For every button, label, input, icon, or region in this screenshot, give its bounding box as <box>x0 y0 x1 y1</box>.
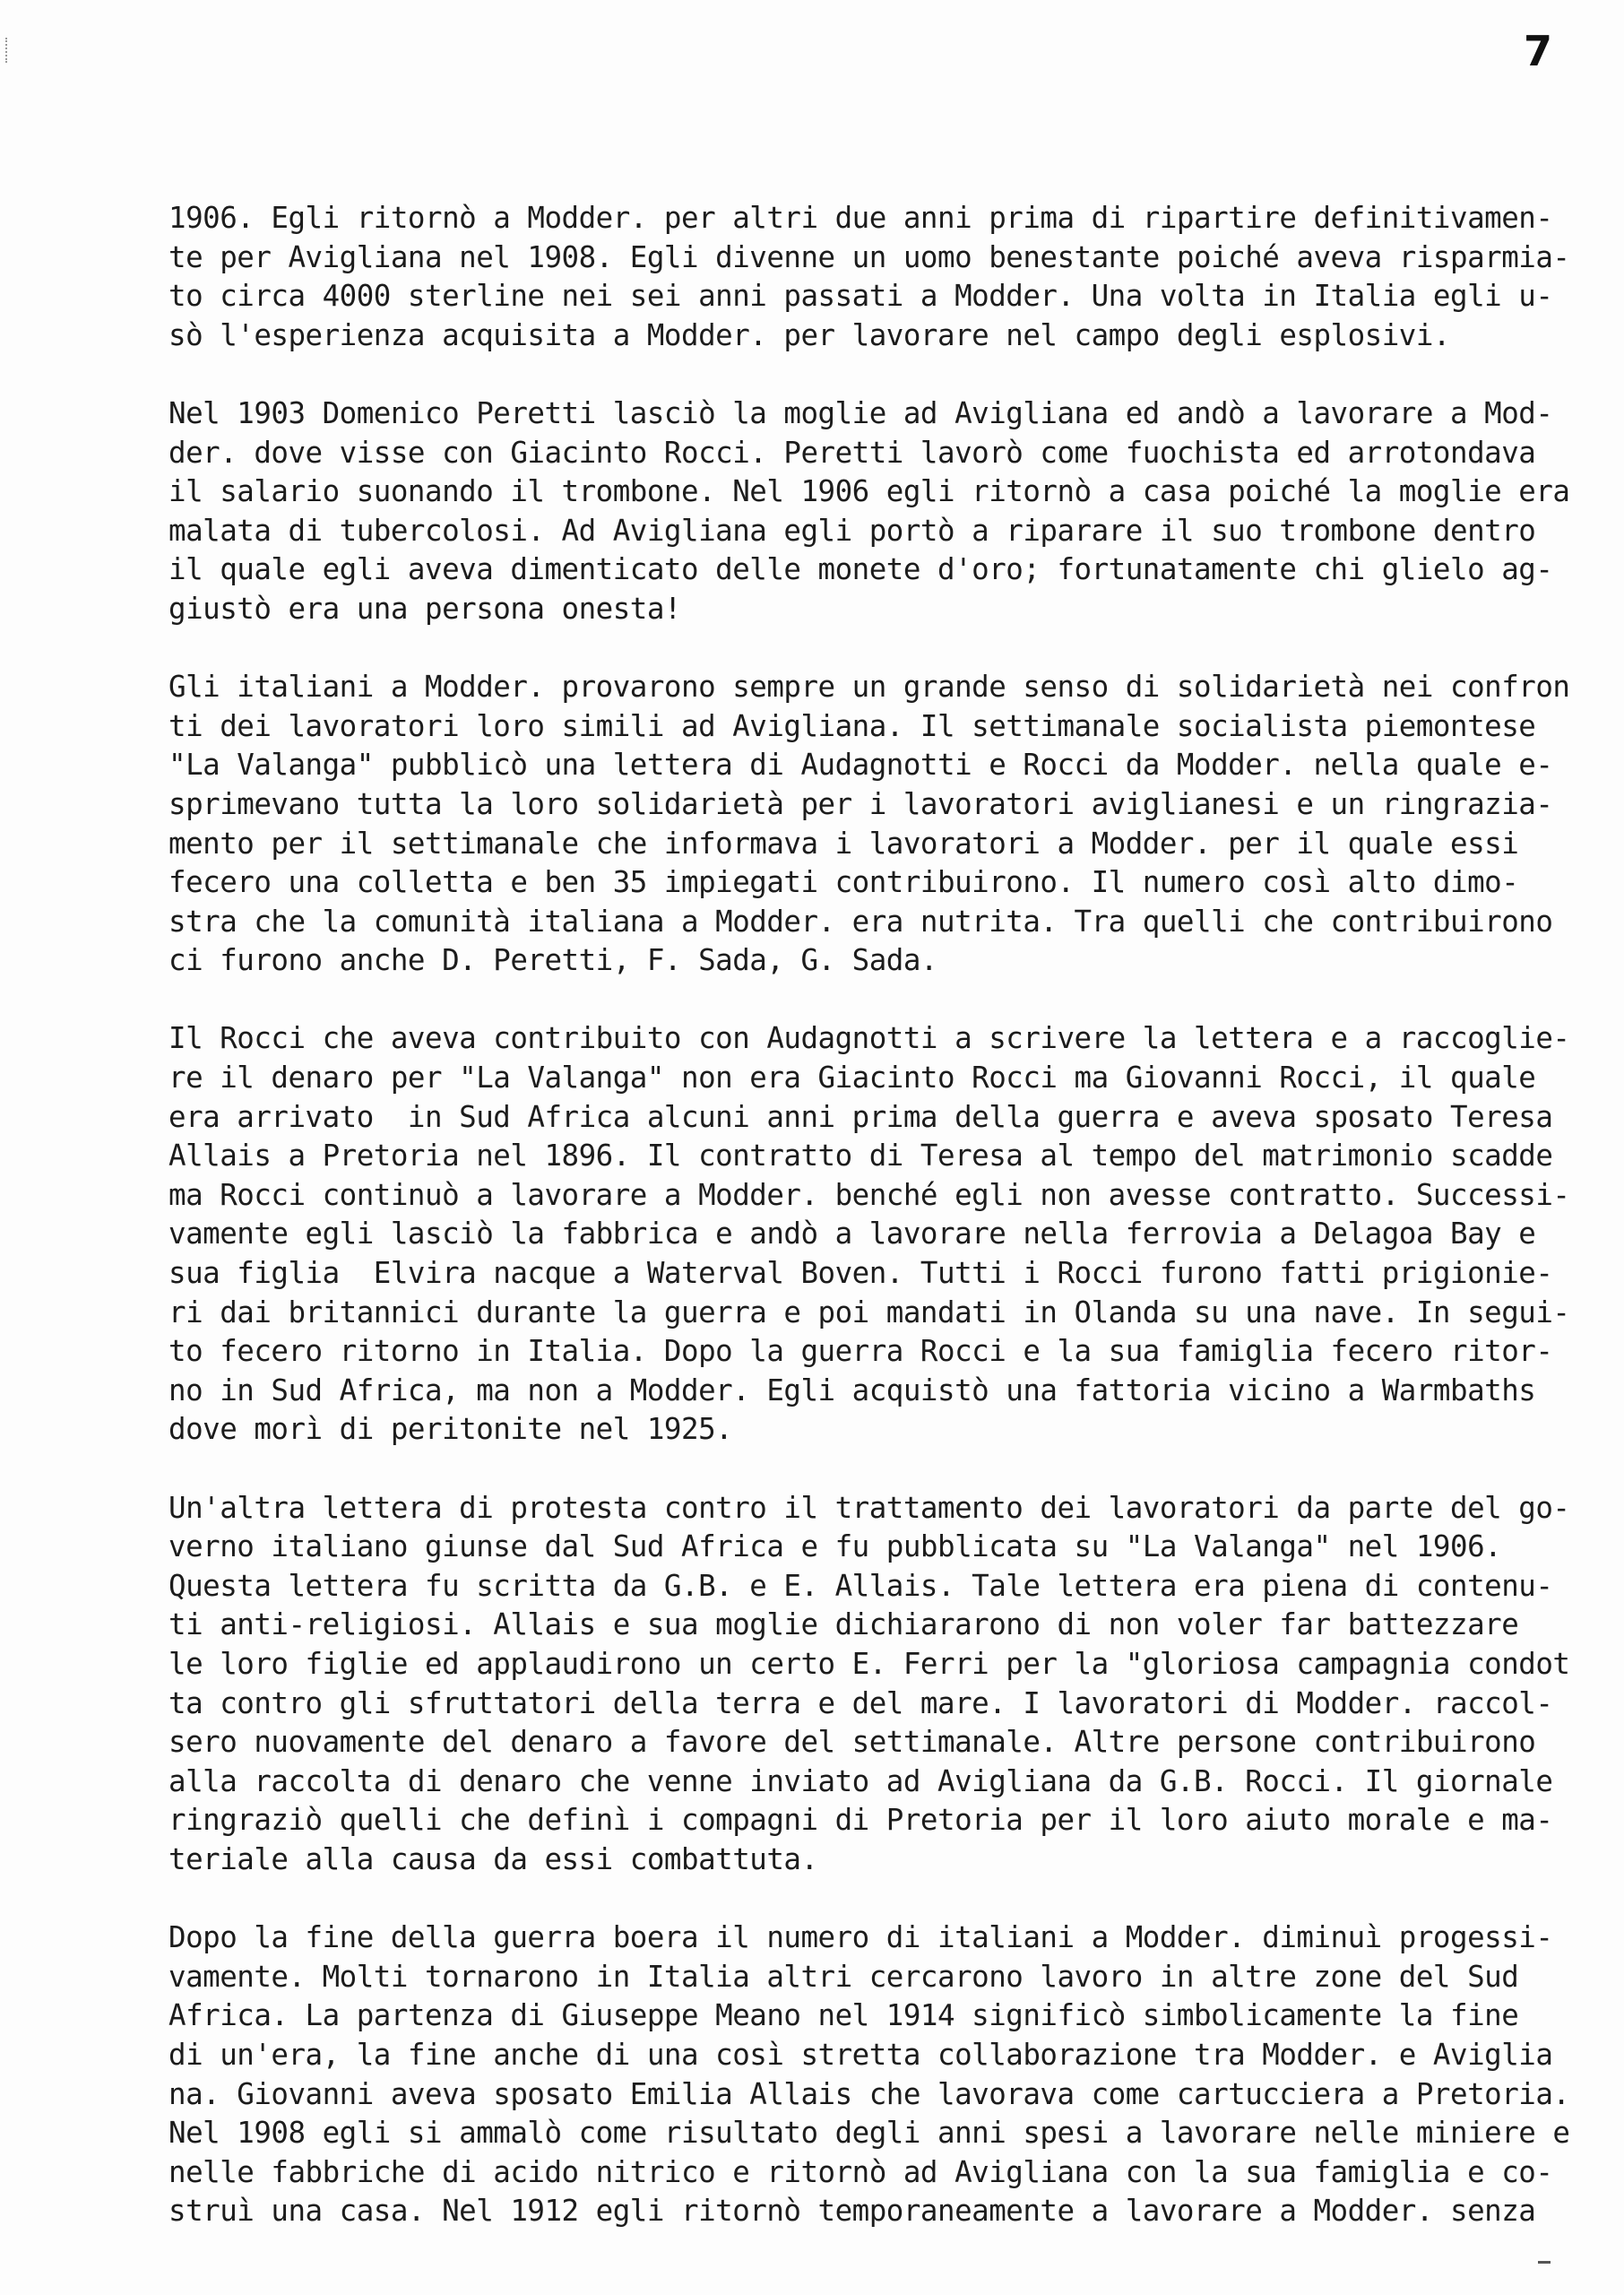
text-line: Africa. La partenza di Giuseppe Meano nel 1914 significò simbolicamente la fine <box>168 1998 1519 2033</box>
text-line: mento per il settimanale che informava i lavoratori a Modder. per il quale essi <box>168 826 1519 861</box>
text-line: ma Rocci continuò a lavorare a Modder. benché egli non avesse contratto. Successi- <box>168 1177 1570 1212</box>
text-line: te per Avigliana nel 1908. Egli divenne un uomo benestante poiché aveva risparmia- <box>168 239 1570 274</box>
text-line: era arrivato in Sud Africa alcuni anni prima della guerra e aveva sposato Teresa <box>168 1099 1553 1134</box>
paragraph <box>168 1019 1570 1450</box>
text-line: sò l'esperienza acquisita a Modder. per lavorare nel campo degli esplosivi. <box>168 317 1450 352</box>
text-line: ti anti-religiosi. Allais e sua moglie dichiararono di non voler far battezzare <box>168 1607 1519 1642</box>
text-line: le loro figlie ed applaudirono un certo E. Ferri per la "gloriosa campagnia condot <box>168 1646 1570 1681</box>
text-line: Allais a Pretoria nel 1896. Il contratto di Teresa al tempo del matrimonio scadde <box>168 1139 1553 1173</box>
scan-edge-mark <box>5 38 9 63</box>
text-line: Nel 1903 Domenico Peretti lasciò la moglie ad Avigliana ed andò a lavorare a Mod- <box>168 395 1553 430</box>
scan-edge-mark-bottom <box>1538 2261 1551 2264</box>
text-line: il salario suonando il trombone. Nel 1906 egli ritornò a casa poiché la moglie era <box>168 474 1570 509</box>
paragraph <box>168 668 1570 981</box>
text-line: giustò era una persona onesta! <box>168 591 681 626</box>
text-line: ringraziò quelli che definì i compagni di Pretoria per il loro aiuto morale e ma- <box>168 1803 1553 1838</box>
text-line: sua figlia Elvira nacque a Waterval Boven. Tutti i Rocci furono fatti prigionie- <box>168 1256 1553 1291</box>
text-line: ri dai britannici durante la guerra e poi mandati in Olanda su una nave. In segui- <box>168 1295 1570 1329</box>
text-line: "La Valanga" pubblicò una lettera di Audagnotti e Rocci da Modder. nella quale e- <box>168 748 1553 783</box>
text-line: no in Sud Africa, ma non a Modder. Egli acquistò una fattoria vicino a Warmbaths <box>168 1373 1536 1407</box>
text-line: sprimevano tutta la loro solidarietà per i lavoratori aviglianesi e un ringrazia- <box>168 786 1553 821</box>
text-line: nelle fabbriche di acido nitrico e ritornò ad Avigliana con la sua famiglia e co- <box>168 2154 1553 2189</box>
text-line: vamente. Molti tornarono in Italia altri cercarono lavoro in altre zone del Sud <box>168 1959 1519 1994</box>
text-line: teriale alla causa da essi combattuta. <box>168 1841 818 1876</box>
text-line: stra che la comunità italiana a Modder. era nutrita. Tra quelli che contribuirono <box>168 904 1553 939</box>
paragraph <box>168 394 1570 629</box>
text-line: sero nuovamente del denaro a favore del settimanale. Altre persone contribuirono <box>168 1725 1536 1760</box>
text-line: to fecero ritorno in Italia. Dopo la guerra Rocci e la sua famiglia fecero ritor- <box>168 1334 1553 1369</box>
text-line: re il denaro per "La Valanga" non era Giacinto Rocci ma Giovanni Rocci, il quale <box>168 1061 1536 1096</box>
text-line: alla raccolta di denaro che venne inviato ad Avigliana da G.B. Rocci. Il giornale <box>168 1763 1553 1798</box>
text-line: fecero una colletta e ben 35 impiegati contribuirono. Il numero così alto dimo- <box>168 865 1519 900</box>
text-line: Nel 1908 egli si ammalò come risultato degli anni spesi a lavorare nelle miniere e <box>168 2116 1570 2151</box>
text-line: ta contro gli sfruttatori della terra e del mare. I lavoratori di Modder. raccol- <box>168 1685 1553 1720</box>
text-line: 1906. Egli ritornò a Modder. per altri due anni prima di ripartire definitivamen- <box>168 201 1553 235</box>
text-line: il quale egli aveva dimenticato delle monete d'oro; fortunatamente chi glielo ag- <box>168 552 1553 587</box>
text-line: di un'era, la fine anche di una così stretta collaborazione tra Modder. e Aviglia <box>168 2037 1553 2072</box>
text-line: malata di tubercolosi. Ad Avigliana egli portò a riparare il suo trombone dentro <box>168 513 1536 548</box>
text-line: Questa lettera fu scritta da G.B. e E. Allais. Tale lettera era piena di contenu- <box>168 1568 1553 1603</box>
text-line: to circa 4000 sterline nei sei anni passati a Modder. Una volta in Italia egli u- <box>168 279 1553 314</box>
text-line: Gli italiani a Modder. provarono sempre un grande senso di solidarietà nei confron <box>168 670 1570 705</box>
document-body <box>168 199 1570 2270</box>
page-number: 7 <box>1524 27 1553 75</box>
text-line: Dopo la fine della guerra boera il numero di italiani a Modder. diminuì progessi- <box>168 1920 1553 1955</box>
paragraph <box>168 1918 1570 2231</box>
text-line: Un'altra lettera di protesta contro il trattamento dei lavoratori da parte del go- <box>168 1490 1570 1525</box>
text-line: na. Giovanni aveva sposato Emilia Allais che lavorava come cartucciera a Pretoria. <box>168 2076 1570 2111</box>
text-line: dove morì di peritonite nel 1925. <box>168 1412 733 1447</box>
paragraph <box>168 199 1570 355</box>
text-line: der. dove visse con Giacinto Rocci. Peretti lavorò come fuochista ed arrotondava <box>168 435 1536 470</box>
text-line: vamente egli lasciò la fabbrica e andò a lavorare nella ferrovia a Delagoa Bay e <box>168 1217 1536 1251</box>
text-line: Il Rocci che aveva contribuito con Audagnotti a scrivere la lettera e a raccoglie- <box>168 1021 1570 1056</box>
text-line: ci furono anche D. Peretti, F. Sada, G. Sada. <box>168 943 937 978</box>
text-line: ti dei lavoratori loro simili ad Avigliana. Il settimanale socialista piemontese <box>168 708 1536 743</box>
text-line: struì una casa. Nel 1912 egli ritornò temporaneamente a lavorare a Modder. senza <box>168 2194 1536 2229</box>
text-line: verno italiano giunse dal Sud Africa e fu pubblicata su "La Valanga" nel 1906. <box>168 1529 1502 1564</box>
paragraph <box>168 1489 1570 1880</box>
